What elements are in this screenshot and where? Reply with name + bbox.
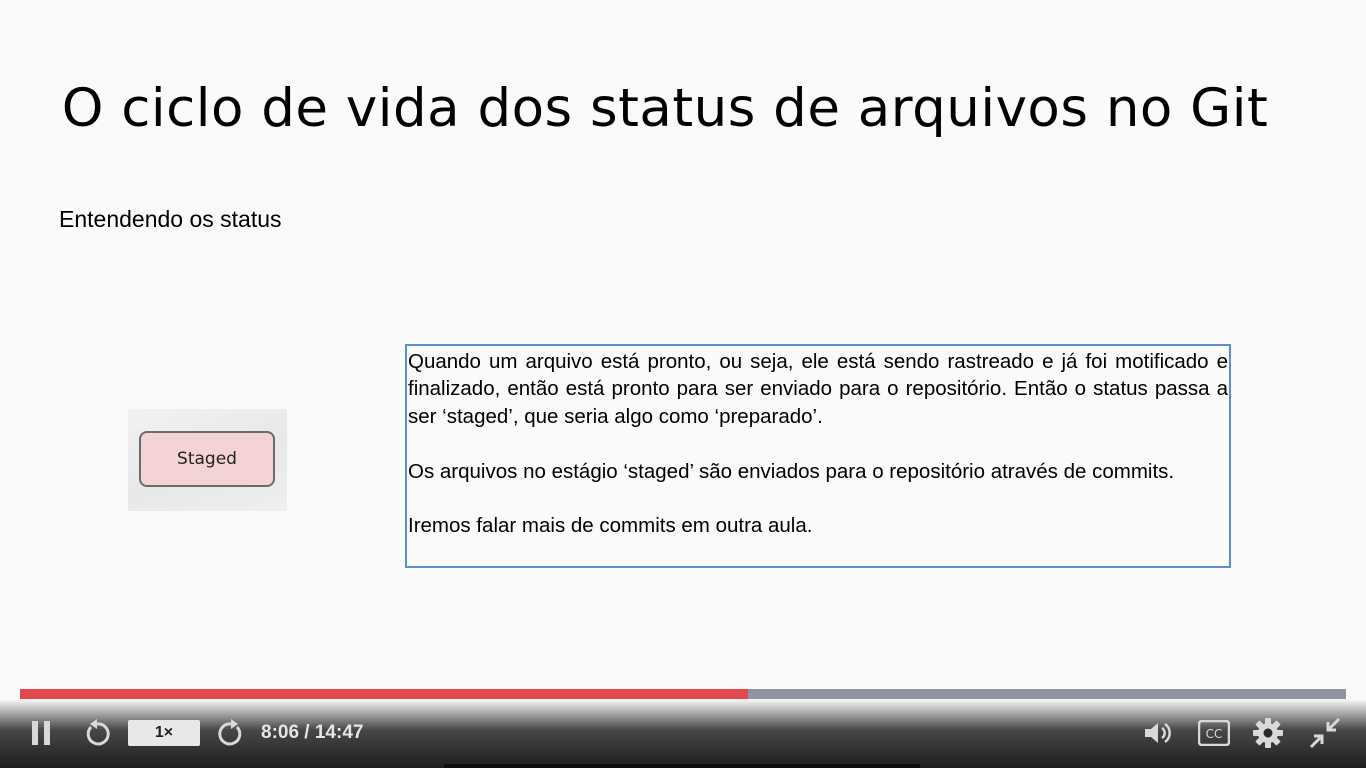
slide-title: O ciclo de vida dos status de arquivos no Git (61, 78, 1269, 139)
pause-button[interactable] (28, 719, 54, 747)
player-controls (0, 699, 1366, 768)
explanation-textbox (405, 344, 1231, 568)
volume-button[interactable] (1142, 718, 1174, 748)
exit-fullscreen-icon (1309, 717, 1341, 749)
paragraph-2: Os arquivos no estágio ‘staged’ são enviados para o repositório através de commits. (408, 459, 1175, 483)
slide-subtitle: Entendendo os status (59, 206, 282, 232)
closed-captions-icon (1198, 720, 1230, 746)
rewind-button[interactable] (82, 718, 112, 748)
bottom-edge (444, 764, 920, 768)
captions-button[interactable] (1198, 720, 1230, 746)
staged-image (128, 409, 287, 511)
exit-fullscreen-button[interactable] (1308, 717, 1342, 749)
volume-icon (1143, 719, 1173, 747)
rewind-icon (83, 719, 111, 747)
pause-icon (30, 720, 52, 746)
svg-text:CC: CC (1205, 727, 1223, 741)
paragraph-1: Quando um arquivo está pronto, ou seja, ele está sendo rastreado e já foi motificado e finalizado, então está pronto para ser enviado para o repositório. Então o status passa a ser ‘staged’, que seria algo como ‘preparado’. (408, 350, 1228, 428)
settings-button[interactable] (1252, 717, 1284, 749)
staged-label: Staged (139, 431, 275, 487)
progress-fill (20, 689, 748, 699)
progress-bar[interactable] (20, 689, 1346, 699)
time-display: 8:06 / 14:47 (261, 722, 364, 743)
gear-icon (1252, 717, 1284, 749)
forward-button[interactable] (216, 718, 246, 748)
paragraph-3: Iremos falar mais de commits em outra aula. (408, 514, 813, 538)
playback-speed-button[interactable]: 1× (128, 720, 200, 746)
forward-icon (217, 719, 245, 747)
